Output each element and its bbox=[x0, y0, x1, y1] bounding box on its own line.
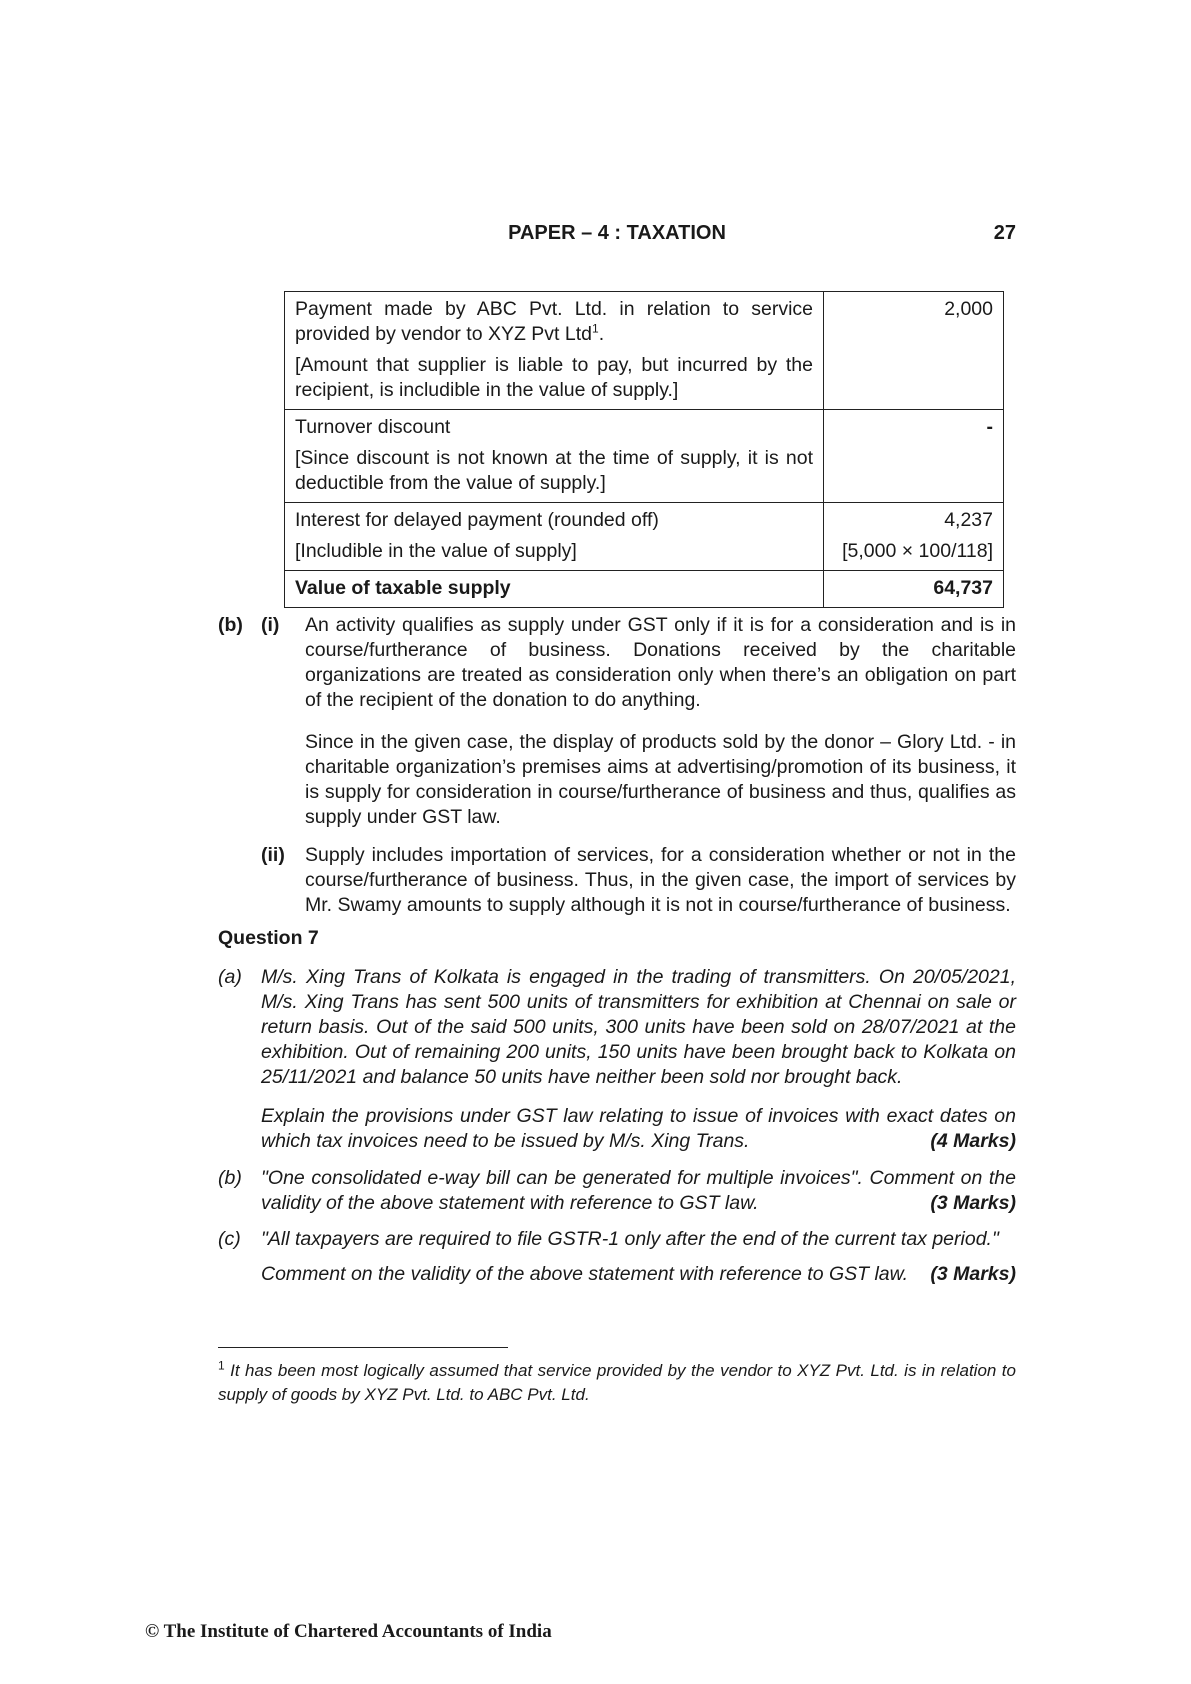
question-heading: Question 7 bbox=[218, 927, 319, 949]
table-cell-description: Value of taxable supply bbox=[285, 571, 824, 608]
table-cell-description: Payment made by ABC Pvt. Ltd. in relation to service provided by vendor to XYZ Pvt Ltd$^1$. [Amount that supplier is liable to pay, but incurred by the recipient, is includible in the value of supply.] bbox=[285, 292, 824, 410]
question-7c-paragraph-1: "All taxpayers are required to file GSTR-1 only after the end of the current tax period." bbox=[261, 1228, 999, 1250]
marks-badge: (3 Marks) bbox=[930, 1263, 1016, 1285]
table-cell-description: Interest for delayed payment (rounded off) [Includible in the value of supply] bbox=[285, 503, 824, 571]
table-row bbox=[285, 503, 1004, 571]
question-7c-paragraph-2: Comment on the validity of the above statement with reference to GST law. (3 Marks) bbox=[261, 1263, 1016, 1285]
header-title: PAPER – 4 : TAXATION bbox=[508, 222, 726, 244]
table-cell-amount: - bbox=[824, 410, 1004, 503]
part-b-ii-paragraph: Supply includes importation of services, for a consideration whether or not in the course/furtherance of business. Thus, in the given case, the import of services by Mr. Swamy amounts to supply although it is not in course/furtherance of business. bbox=[305, 844, 1016, 916]
marks-badge: (4 Marks) bbox=[930, 1130, 1016, 1152]
table-cell-amount: 4,237 [5,000 × 100/118] bbox=[824, 503, 1004, 571]
footnote-ref: 1 bbox=[592, 321, 599, 336]
footnote bbox=[218, 1359, 1016, 1407]
page-header bbox=[218, 222, 1016, 246]
marks-badge: (3 Marks) bbox=[930, 1192, 1016, 1214]
table-total-row bbox=[285, 571, 1004, 608]
footnote-divider bbox=[218, 1347, 508, 1348]
question-7b-label: (b) bbox=[218, 1167, 242, 1189]
page-number: 27 bbox=[993, 222, 1016, 244]
part-b-ii-label: (ii) bbox=[261, 844, 285, 866]
question-7a-paragraph-1: M/s. Xing Trans of Kolkata is engaged in the trading of transmitters. On 20/05/2021, M/s. Xing Trans has sent 500 units of transmitters for exhibition at Chennai on sale or return basis. Out of the said 500 units, 300 units have been sold on 28/07/2021 at the exhibition. Out of remaining 200 units, 150 units have been brought back to Kolkata on 25/11/2021 and balance 50 units have neither been sold nor brought back. bbox=[261, 966, 1016, 1088]
part-b-i-paragraph-1: An activity qualifies as supply under GST only if it is for a consideration and is in course/furtherance of business. Donations received by the charitable organizations are treated as consideration only when there’s an obligation on part of the recipient of the donation to do anything. bbox=[305, 614, 1016, 711]
table-cell-amount: 64,737 bbox=[824, 571, 1004, 608]
question-7c-label: (c) bbox=[218, 1228, 241, 1250]
footnote-mark: 1 bbox=[218, 1358, 225, 1373]
part-b-label: (b) bbox=[218, 614, 243, 636]
table-row bbox=[285, 410, 1004, 503]
page-footer: © The Institute of Chartered Accountants of India bbox=[145, 1621, 552, 1642]
part-b-i-label: (i) bbox=[261, 614, 280, 636]
table-cell-description: Turnover discount [Since discount is not known at the time of supply, it is not deductible from the value of supply.] bbox=[285, 410, 824, 503]
part-b-i-paragraph-2: Since in the given case, the display of products sold by the donor – Glory Ltd. - in charitable organization’s premises aims at advertising/promotion of its business, it is supply for consideration in course/furtherance of business and thus, qualifies as supply under GST law. bbox=[305, 731, 1016, 828]
valuation-table bbox=[284, 291, 1004, 608]
question-7a-label: (a) bbox=[218, 966, 242, 988]
question-7b-paragraph: "One consolidated e-way bill can be generated for multiple invoices". Comment on the validity of the above statement with reference to GST law. (3 Marks) bbox=[261, 1167, 1016, 1214]
table-row bbox=[285, 292, 1004, 410]
question-7a-paragraph-2: Explain the provisions under GST law relating to issue of invoices with exact dates on which tax invoices need to be issued by M/s. Xing Trans. (4 Marks) bbox=[261, 1105, 1016, 1152]
table-cell-amount: 2,000 bbox=[824, 292, 1004, 410]
footnote-text: It has been most logically assumed that service provided by the vendor to XYZ Pvt. Ltd. is in relation to supply of goods by XYZ Pvt. Ltd. to ABC Pvt. Ltd. bbox=[218, 1361, 1016, 1404]
